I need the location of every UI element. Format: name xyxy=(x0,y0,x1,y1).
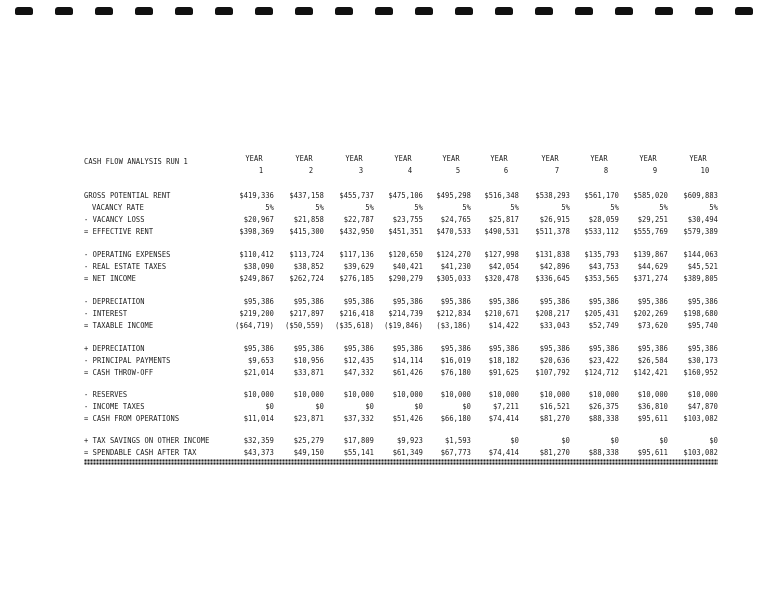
table-cell-value: $10,000 xyxy=(539,389,570,399)
row-label: - INTEREST xyxy=(84,308,128,318)
year-header-number: 4 xyxy=(407,165,413,175)
table-cell-value: $103,082 xyxy=(683,413,718,423)
year-header-label: YEAR xyxy=(345,153,363,163)
table-cell-value: $95,386 xyxy=(637,343,668,353)
table-cell-value: $95,386 xyxy=(440,296,471,306)
table-cell-value: $353,565 xyxy=(584,273,619,283)
year-header-label: YEAR xyxy=(394,153,412,163)
table-cell-value: $26,375 xyxy=(588,401,619,411)
table-cell-value: $10,000 xyxy=(637,389,668,399)
table-cell-value: $127,998 xyxy=(484,249,519,259)
table-cell-value: $43,753 xyxy=(588,261,619,271)
table-cell-value: $20,636 xyxy=(539,355,570,365)
table-cell-value: $95,386 xyxy=(243,296,274,306)
table-cell-value: $42,896 xyxy=(539,261,570,271)
table-cell-value: $66,180 xyxy=(440,413,471,423)
table-cell-value: 5% xyxy=(462,202,471,212)
table-cell-value: $39,629 xyxy=(343,261,374,271)
row-label: + DEPRECIATION xyxy=(84,343,145,353)
table-cell-value: $208,217 xyxy=(535,308,570,318)
table-cell-value: $110,412 xyxy=(239,249,274,259)
table-cell-value: $538,293 xyxy=(535,190,570,200)
row-label: - INCOME TAXES xyxy=(84,401,145,411)
table-cell-value: $10,000 xyxy=(343,389,374,399)
table-cell-value: $24,765 xyxy=(440,214,471,224)
table-cell-value: 5% xyxy=(365,202,374,212)
table-cell-value: $88,338 xyxy=(588,413,619,423)
table-cell-value: $37,332 xyxy=(343,413,374,423)
year-header-label: YEAR xyxy=(245,153,263,163)
table-cell-value: $561,170 xyxy=(584,190,619,200)
table-cell-value: $95,386 xyxy=(539,343,570,353)
table-cell-value: ($19,846) xyxy=(384,320,423,330)
table-cell-value: $17,809 xyxy=(343,435,374,445)
table-cell-value: $30,494 xyxy=(687,214,718,224)
table-cell-value: $95,386 xyxy=(293,296,324,306)
table-cell-value: $139,867 xyxy=(633,249,668,259)
row-label: GROSS POTENTIAL RENT xyxy=(84,190,171,200)
table-cell-value: $95,611 xyxy=(637,447,668,457)
table-cell-value: $33,043 xyxy=(539,320,570,330)
table-cell-value: $10,000 xyxy=(392,389,423,399)
table-cell-value: $202,269 xyxy=(633,308,668,318)
table-cell-value: $124,270 xyxy=(436,249,471,259)
table-cell-value: $22,787 xyxy=(343,214,374,224)
table-cell-value: $198,680 xyxy=(683,308,718,318)
row-label: - OPERATING EXPENSES xyxy=(84,249,171,259)
table-cell-value: $455,737 xyxy=(339,190,374,200)
year-header-number: 5 xyxy=(455,165,461,175)
table-cell-value: $11,014 xyxy=(243,413,274,423)
table-cell-value: 5% xyxy=(610,202,619,212)
table-cell-value: $44,629 xyxy=(637,261,668,271)
table-cell-value: $585,020 xyxy=(633,190,668,200)
table-cell-value: $95,386 xyxy=(243,343,274,353)
table-cell-value: $10,956 xyxy=(293,355,324,365)
table-cell-value: ($64,719) xyxy=(235,320,274,330)
year-header-label: YEAR xyxy=(590,153,608,163)
table-cell-value: $23,871 xyxy=(293,413,324,423)
table-cell-value: $579,389 xyxy=(683,226,718,236)
table-cell-value: $74,414 xyxy=(488,413,519,423)
row-label: - REAL ESTATE TAXES xyxy=(84,261,167,271)
year-header-number: 6 xyxy=(503,165,509,175)
year-header-number: 8 xyxy=(603,165,609,175)
table-cell-value: $107,792 xyxy=(535,367,570,377)
table-cell-value: $95,386 xyxy=(392,296,423,306)
table-cell-value: $113,724 xyxy=(289,249,324,259)
table-cell-value: $10,000 xyxy=(440,389,471,399)
table-cell-value: $142,421 xyxy=(633,367,668,377)
table-cell-value: $28,059 xyxy=(588,214,619,224)
table-cell-value: $0 xyxy=(315,401,324,411)
table-cell-value: $95,386 xyxy=(343,343,374,353)
row-label: VACANCY RATE xyxy=(92,202,144,212)
table-cell-value: $10,000 xyxy=(588,389,619,399)
table-cell-value: $217,897 xyxy=(289,308,324,318)
table-cell-value: $117,136 xyxy=(339,249,374,259)
table-cell-value: $470,533 xyxy=(436,226,471,236)
table-cell-value: $95,386 xyxy=(488,343,519,353)
table-cell-value: 5% xyxy=(561,202,570,212)
table-cell-value: $95,386 xyxy=(293,343,324,353)
table-cell-value: $205,431 xyxy=(584,308,619,318)
table-cell-value: $432,950 xyxy=(339,226,374,236)
table-cell-value: $0 xyxy=(510,435,519,445)
table-cell-value: $49,150 xyxy=(293,447,324,457)
table-cell-value: $73,620 xyxy=(637,320,668,330)
row-label: - VACANCY LOSS xyxy=(84,214,145,224)
table-cell-value: $0 xyxy=(365,401,374,411)
table-cell-value: $419,336 xyxy=(239,190,274,200)
table-cell-value: $371,274 xyxy=(633,273,668,283)
table-cell-value: $131,838 xyxy=(535,249,570,259)
row-label: = CASH THROW-OFF xyxy=(84,367,154,377)
table-cell-value: $25,279 xyxy=(293,435,324,445)
table-cell-value: $47,332 xyxy=(343,367,374,377)
table-cell-value: $555,769 xyxy=(633,226,668,236)
table-cell-value: $10,000 xyxy=(243,389,274,399)
table-cell-value: $511,378 xyxy=(535,226,570,236)
table-cell-value: $276,185 xyxy=(339,273,374,283)
table-cell-value: $124,712 xyxy=(584,367,619,377)
table-cell-value: $36,810 xyxy=(637,401,668,411)
year-header-label: YEAR xyxy=(490,153,508,163)
year-header-number: 10 xyxy=(700,165,710,175)
table-cell-value: $74,414 xyxy=(488,447,519,457)
table-cell-value: $52,749 xyxy=(588,320,619,330)
year-header-label: YEAR xyxy=(442,153,460,163)
table-cell-value: $516,348 xyxy=(484,190,519,200)
table-cell-value: $398,369 xyxy=(239,226,274,236)
table-cell-value: $0 xyxy=(561,435,570,445)
table-cell-value: $23,422 xyxy=(588,355,619,365)
table-cell-value: $9,653 xyxy=(248,355,274,365)
table-cell-value: $32,359 xyxy=(243,435,274,445)
table-cell-value: 5% xyxy=(709,202,718,212)
table-cell-value: $40,421 xyxy=(392,261,423,271)
table-cell-value: $95,386 xyxy=(343,296,374,306)
row-label: = TAXABLE INCOME xyxy=(84,320,154,330)
table-cell-value: $95,386 xyxy=(392,343,423,353)
table-cell-value: $10,000 xyxy=(293,389,324,399)
table-cell-value: $95,740 xyxy=(687,320,718,330)
table-cell-value: $249,867 xyxy=(239,273,274,283)
row-label: - PRINCIPAL PAYMENTS xyxy=(84,355,171,365)
row-label: = EFFECTIVE RENT xyxy=(84,226,154,236)
table-cell-value: $43,373 xyxy=(243,447,274,457)
table-cell-value: $389,805 xyxy=(683,273,718,283)
table-cell-value: $20,967 xyxy=(243,214,274,224)
report-title: CASH FLOW ANALYSIS RUN 1 xyxy=(84,156,188,166)
table-cell-value: $212,834 xyxy=(436,308,471,318)
table-cell-value: $415,300 xyxy=(289,226,324,236)
row-label: = NET INCOME xyxy=(84,273,136,283)
table-cell-value: $42,054 xyxy=(488,261,519,271)
table-cell-value: $95,386 xyxy=(488,296,519,306)
table-cell-value: $262,724 xyxy=(289,273,324,283)
table-cell-value: 5% xyxy=(315,202,324,212)
row-label: - RESERVES xyxy=(84,389,128,399)
table-cell-value: $30,173 xyxy=(687,355,718,365)
year-header-number: 1 xyxy=(258,165,264,175)
table-cell-value: $290,279 xyxy=(388,273,423,283)
table-cell-value: $95,386 xyxy=(687,296,718,306)
year-header-label: YEAR xyxy=(689,153,707,163)
table-cell-value: $0 xyxy=(709,435,718,445)
table-cell-value: $95,386 xyxy=(588,343,619,353)
row-label: - DEPRECIATION xyxy=(84,296,145,306)
year-header-number: 2 xyxy=(308,165,314,175)
table-cell-value: $12,435 xyxy=(343,355,374,365)
table-cell-value: $10,000 xyxy=(687,389,718,399)
year-header-label: YEAR xyxy=(541,153,559,163)
table-cell-value: $305,033 xyxy=(436,273,471,283)
row-label: + TAX SAVINGS ON OTHER INCOME xyxy=(84,435,210,445)
year-header-number: 3 xyxy=(358,165,364,175)
table-cell-value: $95,386 xyxy=(539,296,570,306)
table-cell-value: ($35,618) xyxy=(335,320,374,330)
table-cell-value: $210,671 xyxy=(484,308,519,318)
table-cell-value: $451,351 xyxy=(388,226,423,236)
table-cell-value: $0 xyxy=(414,401,423,411)
table-cell-value: $61,426 xyxy=(392,367,423,377)
table-cell-value: $9,923 xyxy=(397,435,423,445)
row-label: = CASH FROM OPERATIONS xyxy=(84,413,180,423)
table-cell-value: $26,915 xyxy=(539,214,570,224)
table-cell-value: $95,386 xyxy=(588,296,619,306)
table-cell-value: $95,386 xyxy=(440,343,471,353)
table-cell-value: $216,418 xyxy=(339,308,374,318)
table-cell-value: $533,112 xyxy=(584,226,619,236)
table-cell-value: $21,858 xyxy=(293,214,324,224)
table-cell-value: $95,611 xyxy=(637,413,668,423)
table-cell-value: $38,852 xyxy=(293,261,324,271)
table-cell-value: 5% xyxy=(414,202,423,212)
table-cell-value: $0 xyxy=(265,401,274,411)
table-cell-value: $0 xyxy=(610,435,619,445)
table-cell-value: $1,593 xyxy=(445,435,471,445)
table-cell-value: $25,817 xyxy=(488,214,519,224)
table-cell-value: $336,645 xyxy=(535,273,570,283)
table-cell-value: $219,200 xyxy=(239,308,274,318)
table-cell-value: $88,338 xyxy=(588,447,619,457)
table-cell-value: $437,158 xyxy=(289,190,324,200)
table-cell-value: $61,349 xyxy=(392,447,423,457)
table-cell-value: $135,793 xyxy=(584,249,619,259)
year-header-label: YEAR xyxy=(639,153,657,163)
table-cell-value: $55,141 xyxy=(343,447,374,457)
table-cell-value: $160,952 xyxy=(683,367,718,377)
table-cell-value: $475,106 xyxy=(388,190,423,200)
table-cell-value: ($3,186) xyxy=(436,320,471,330)
table-cell-value: $16,019 xyxy=(440,355,471,365)
table-cell-value: $103,082 xyxy=(683,447,718,457)
table-cell-value: $490,531 xyxy=(484,226,519,236)
table-cell-value: $95,386 xyxy=(637,296,668,306)
table-cell-value: $41,230 xyxy=(440,261,471,271)
table-cell-value: $81,270 xyxy=(539,413,570,423)
table-cell-value: $67,773 xyxy=(440,447,471,457)
table-cell-value: $76,180 xyxy=(440,367,471,377)
table-cell-value: $14,114 xyxy=(392,355,423,365)
table-cell-value: $495,298 xyxy=(436,190,471,200)
table-cell-value: 5% xyxy=(510,202,519,212)
table-cell-value: $91,625 xyxy=(488,367,519,377)
table-cell-value: $10,000 xyxy=(488,389,519,399)
table-cell-value: $23,755 xyxy=(392,214,423,224)
year-header-number: 7 xyxy=(554,165,560,175)
table-cell-value: $320,478 xyxy=(484,273,519,283)
table-cell-value: $95,386 xyxy=(687,343,718,353)
row-label: = SPENDABLE CASH AFTER TAX xyxy=(84,447,197,457)
table-cell-value: $120,650 xyxy=(388,249,423,259)
table-cell-value: $26,584 xyxy=(637,355,668,365)
year-header-number: 9 xyxy=(652,165,658,175)
dotted-border-line xyxy=(84,459,718,465)
table-cell-value: 5% xyxy=(265,202,274,212)
table-cell-value: ($50,559) xyxy=(285,320,324,330)
table-cell-value: $21,014 xyxy=(243,367,274,377)
table-cell-value: $609,883 xyxy=(683,190,718,200)
table-cell-value: $7,211 xyxy=(493,401,519,411)
year-header-label: YEAR xyxy=(295,153,313,163)
table-cell-value: $29,251 xyxy=(637,214,668,224)
table-cell-value: $33,871 xyxy=(293,367,324,377)
table-cell-value: $0 xyxy=(659,435,668,445)
table-cell-value: $0 xyxy=(462,401,471,411)
table-cell-value: $16,521 xyxy=(539,401,570,411)
table-cell-value: $45,521 xyxy=(687,261,718,271)
table-cell-value: $144,063 xyxy=(683,249,718,259)
table-cell-value: $14,422 xyxy=(488,320,519,330)
table-cell-value: $51,426 xyxy=(392,413,423,423)
table-cell-value: $81,270 xyxy=(539,447,570,457)
table-cell-value: $47,870 xyxy=(687,401,718,411)
table-cell-value: $38,090 xyxy=(243,261,274,271)
table-cell-value: 5% xyxy=(659,202,668,212)
table-cell-value: $18,182 xyxy=(488,355,519,365)
table-cell-value: $214,739 xyxy=(388,308,423,318)
